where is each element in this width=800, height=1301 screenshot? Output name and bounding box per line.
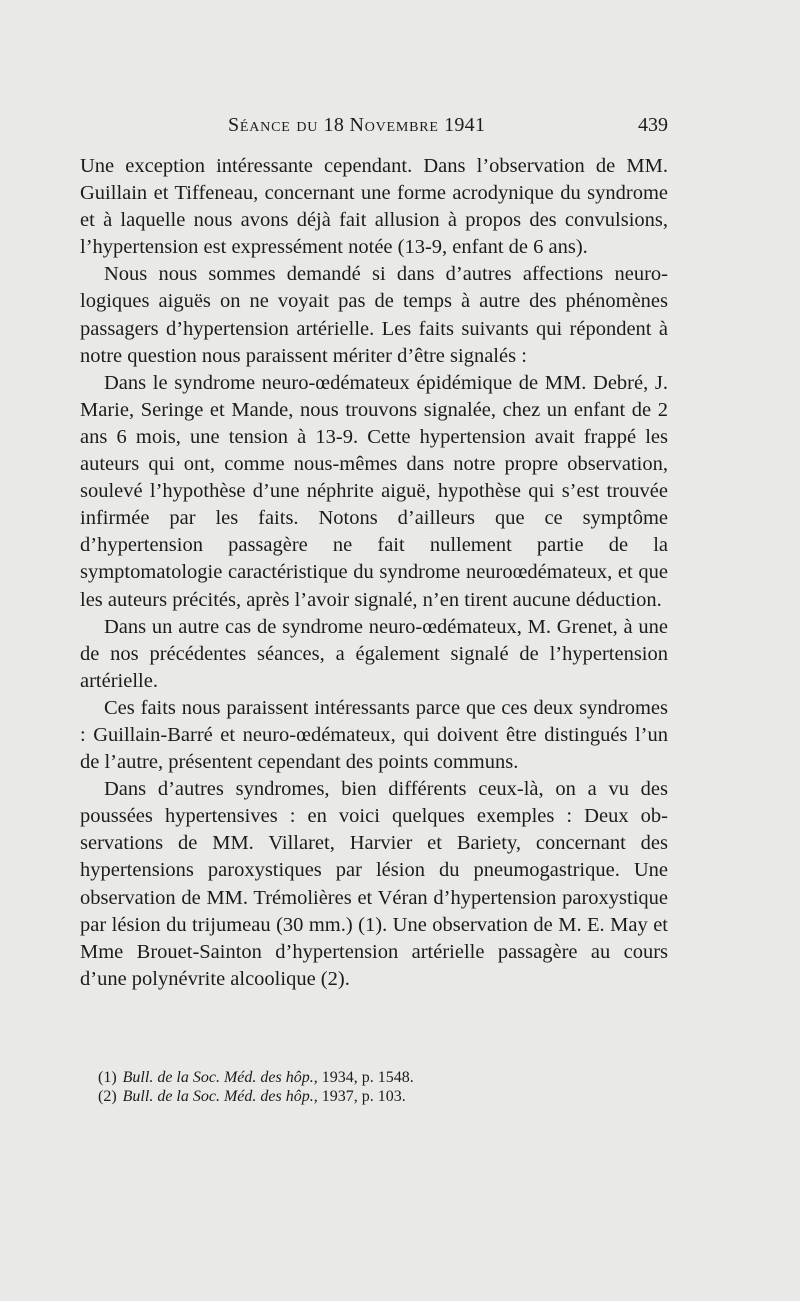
paragraph: Dans un autre cas de syndrome neuro-œdémateux, M. Grenet, à une de nos précédentes séances, a également signalé de l’hypertension artérielle. xyxy=(80,615,668,692)
paragraph: Ces faits nous paraissent intéressants parce que ces deux syndromes : Guillain-Barré et neuro-œdémateux, qui doivent être distingués l’un de l’autre, présentent cependant des points communs. xyxy=(80,696,668,774)
footnotes xyxy=(98,1068,668,1106)
footnote-citation: , 1937, p. 103. xyxy=(313,1088,406,1105)
body-text xyxy=(80,153,668,993)
paragraph: Une exception intéressante cependant. Dans l’observation de MM. Guillain et Tiffeneau, concernant une forme acrodynique du syndrome et à laquelle nous avons déjà fait allusion à propos des convulsions, l’hypertension est expressément notée (13-9, enfant de 6 ans). xyxy=(80,155,668,259)
page-number: 439 xyxy=(638,114,668,136)
footnote-number: (2) xyxy=(98,1088,117,1105)
session-year: 1941 xyxy=(444,114,486,136)
session-month: Novembre xyxy=(349,114,439,136)
session-label: Séance du xyxy=(228,114,319,136)
running-header xyxy=(80,114,668,140)
footnote xyxy=(98,1068,668,1087)
footnote xyxy=(98,1087,668,1106)
footnote-journal: Bull. de la Soc. Méd. des hôp. xyxy=(122,1069,314,1086)
footnote-journal: Bull. de la Soc. Méd. des hôp. xyxy=(122,1088,314,1105)
footnote-number: (1) xyxy=(98,1069,117,1086)
paragraph: Dans le syndrome neuro-œdémateux épidémique de MM. Debré, J. Marie, Seringe et Mande, nous trouvons signalée, chez un enfant de 2 ans 6 mois, une tension à 13-9. Cette hypertension avait frappé les auteurs qui ont, comme nous-mêmes dans notre propre observation, soulevé l’hypothèse d’une néphrite aiguë, hypothèse qui s’est trouvée infirmée par les faits. Notons d’ailleurs que ce symptôme d’hypertension passagère ne fait nullement partie de la symptomatologie caractéristique du syndrome neuroœdémateux, et que les auteurs précités, après l’avoir signalé, n’en tirent aucune déduction. xyxy=(80,371,668,611)
session-day: 18 xyxy=(323,114,345,136)
footnote-citation: , 1934, p. 1548. xyxy=(313,1069,414,1086)
paragraph: Nous nous sommes demandé si dans d’autres affections neurologiques aiguës on ne voyait pas de temps à autre des phénomènes passagers d’hypertension artérielle. Les faits suivants qui répondent à notre question nous paraissent mériter d’être signalés : xyxy=(80,263,668,367)
paragraph: Dans d’autres syndromes, bien différents ceux-là, on a vu des poussées hypertensives : en voici quelques exemples : Deux observations de MM. Villaret, Harvier et Bariety, concernant des hypertensions paroxystiques par lésion du pneumogastrique. Une observation de MM. Trémolières et Véran d’hypertension paroxystique par lésion du trijumeau (30 mm.) (1). Une observation de M. E. May et Mme Brouet-Sainton d’hypertension artérielle passagère au cours d’une polynévrite alcoolique (2). xyxy=(80,778,668,990)
running-title xyxy=(228,114,485,137)
